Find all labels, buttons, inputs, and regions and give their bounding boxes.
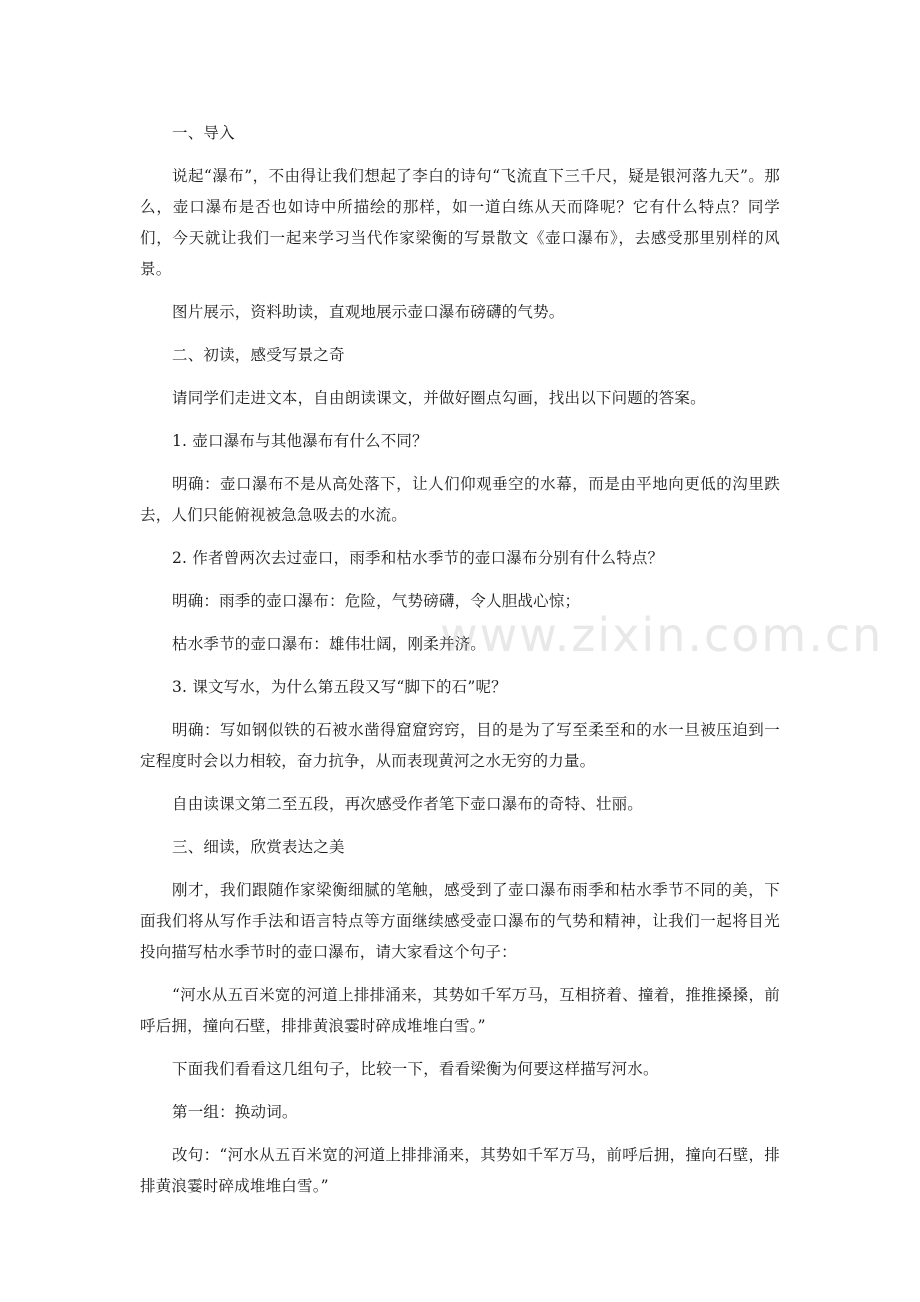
question-1: 1. 壶口瀑布与其他瀑布有什么不同？ [172, 432, 428, 450]
document-body [140, 118, 780, 1202]
answer-3: 明确：写如钢似铁的石被水凿得窟窟窍窍，目的是为了写至柔至和的水一旦被压迫到一定程度时会以力相较，奋力抗争，从而表现黄河之水无穷的力量。 [140, 721, 780, 770]
answer-2b: 枯水季节的壶口瀑布：雄伟壮阔，刚柔并济。 [172, 635, 487, 653]
paragraph-intro: 说起“瀑布”，不由得让我们想起了李白的诗句“飞流直下三千尺，疑是银河落九天”。那么，壶口瀑布是否也如诗中所描绘的那样，如一道白练从天而降呢？它有什么特点？同学们，今天就让我们一起来学习当代作家梁衡的写景散文《壶口瀑布》，去感受那里别样的风景。 [140, 167, 780, 278]
paragraph-transition: 刚才，我们跟随作家梁衡细腻的笔触，感受到了壶口瀑布雨季和枯水季节不同的美，下面我们将从写作手法和语言特点等方面继续感受壶口瀑布的气势和精神，让我们一起将目光投向描写枯水季节时的壶口瀑布，请大家看这个句子： [140, 881, 780, 961]
answer-2a: 明确：雨季的壶口瀑布：危险，气势磅礴，令人胆战心惊； [172, 592, 581, 610]
paragraph-instruction: 请同学们走进文本，自由朗读课文，并做好圈点勾画，找出以下问题的答案。 [172, 389, 706, 407]
question-2: 2. 作者曾两次去过壶口，雨季和枯水季节的壶口瀑布分别有什么特点？ [172, 549, 664, 567]
paragraph-reread: 自由读课文第二至五段，再次感受作者笔下壶口瀑布的奇特、壮丽。 [172, 795, 644, 813]
watermark: www.zixin.com.cn [440, 608, 884, 662]
paragraph-pictures: 图片展示，资料助读，直观地展示壶口瀑布磅礴的气势。 [172, 303, 565, 321]
paragraph-compare: 下面我们看看这几组句子，比较一下，看看梁衡为何要这样描写河水。 [172, 1060, 659, 1078]
answer-1: 明确：壶口瀑布不是从高处落下，让人们仰观垂空的水幕，而是由平地向更低的沟里跌去，人们只能俯视被急急吸去的水流。 [140, 475, 780, 524]
revised-sentence: 改句：“河水从五百米宽的河道上排排涌来，其势如千军万马，前呼后拥，撞向石壁，排排黄浪霎时碎成堆堆白雪。” [140, 1146, 780, 1195]
heading-close-reading: 三、细读，欣赏表达之美 [172, 838, 345, 856]
heading-first-reading: 二、初读，感受写景之奇 [172, 346, 345, 364]
heading-intro: 一、导入 [172, 124, 235, 142]
group-1-title: 第一组：换动词。 [172, 1103, 298, 1121]
question-3: 3. 课文写水，为什么第五段又写“脚下的石”呢？ [172, 678, 507, 696]
quote-sentence: “河水从五百米宽的河道上排排涌来，其势如千军万马，互相挤着、撞着，推推搡搡，前呼后拥，撞向石壁，排排黄浪霎时碎成堆堆白雪。” [140, 986, 780, 1035]
